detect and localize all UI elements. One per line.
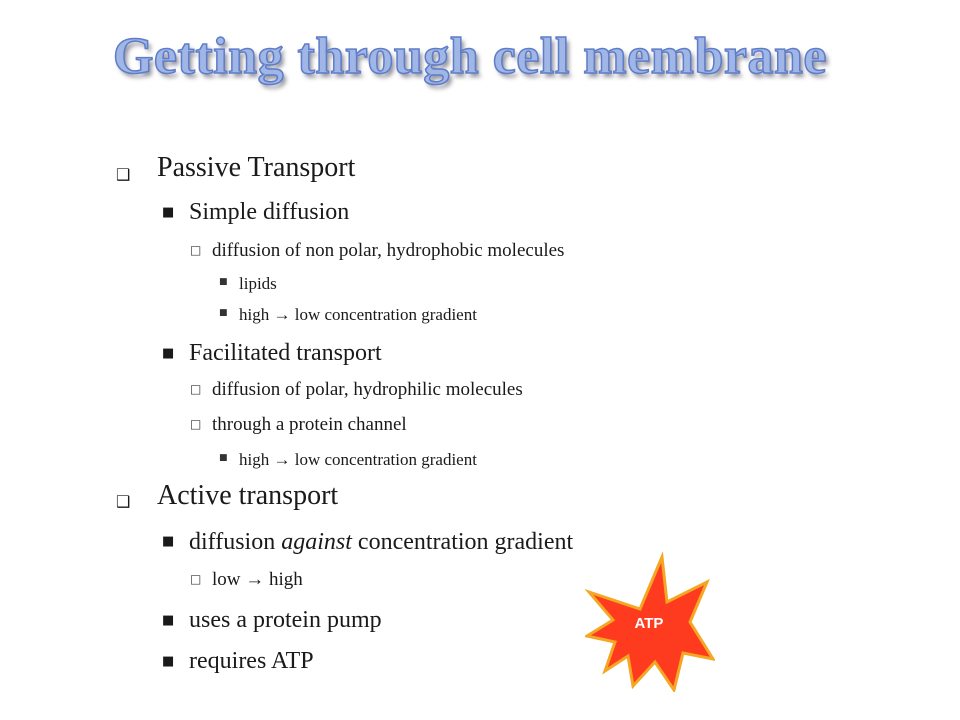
filled-square-icon: ■ [162,613,175,628]
active-item-text-post: concentration gradient [351,529,574,555]
active-item-protein-pump: uses a protein pump [189,607,382,633]
active-item-requires-atp: requires ATP [189,648,314,674]
small-hollow-square-icon: □ [190,382,202,396]
active-sub-low-high: low → high [212,569,303,590]
simple-diffusion-desc: diffusion of non polar, hydrophobic molecules [212,240,565,261]
atp-burst-label: ATP [634,615,664,632]
small-filled-square-icon: ■ [219,277,228,287]
active-item-text-pre: diffusion [189,529,282,555]
small-filled-square-icon: ■ [219,308,228,318]
small-hollow-square-icon: □ [190,243,202,257]
simple-diffusion-sub-gradient: high → low concentration gradient [239,305,477,324]
facilitated-transport-label: Facilitated transport [189,340,382,366]
small-hollow-square-icon: □ [190,417,202,431]
filled-square-icon: ■ [162,534,175,549]
facilitated-sub-gradient: high → low concentration gradient [239,450,477,469]
filled-square-icon: ■ [162,205,175,220]
filled-square-icon: ■ [162,654,175,669]
active-item-emphasis: against [281,529,352,555]
active-transport-heading: Active transport [157,480,339,511]
hollow-square-icon: ❑ [116,165,131,184]
passive-transport-heading: Passive Transport [157,152,356,183]
active-item-against-gradient [189,530,573,554]
simple-diffusion-sub-lipids: lipids [239,274,277,293]
small-filled-square-icon: ■ [219,453,228,463]
simple-diffusion-label: Simple diffusion [189,199,350,225]
facilitated-desc-polar: diffusion of polar, hydrophilic molecules [212,379,523,400]
hollow-square-icon: ❑ [116,492,131,511]
small-hollow-square-icon: □ [190,572,202,586]
filled-square-icon: ■ [162,346,175,361]
facilitated-desc-channel: through a protein channel [212,414,407,435]
slide-title: Getting through cell membrane [112,28,827,85]
atp-burst-shape [585,552,715,692]
